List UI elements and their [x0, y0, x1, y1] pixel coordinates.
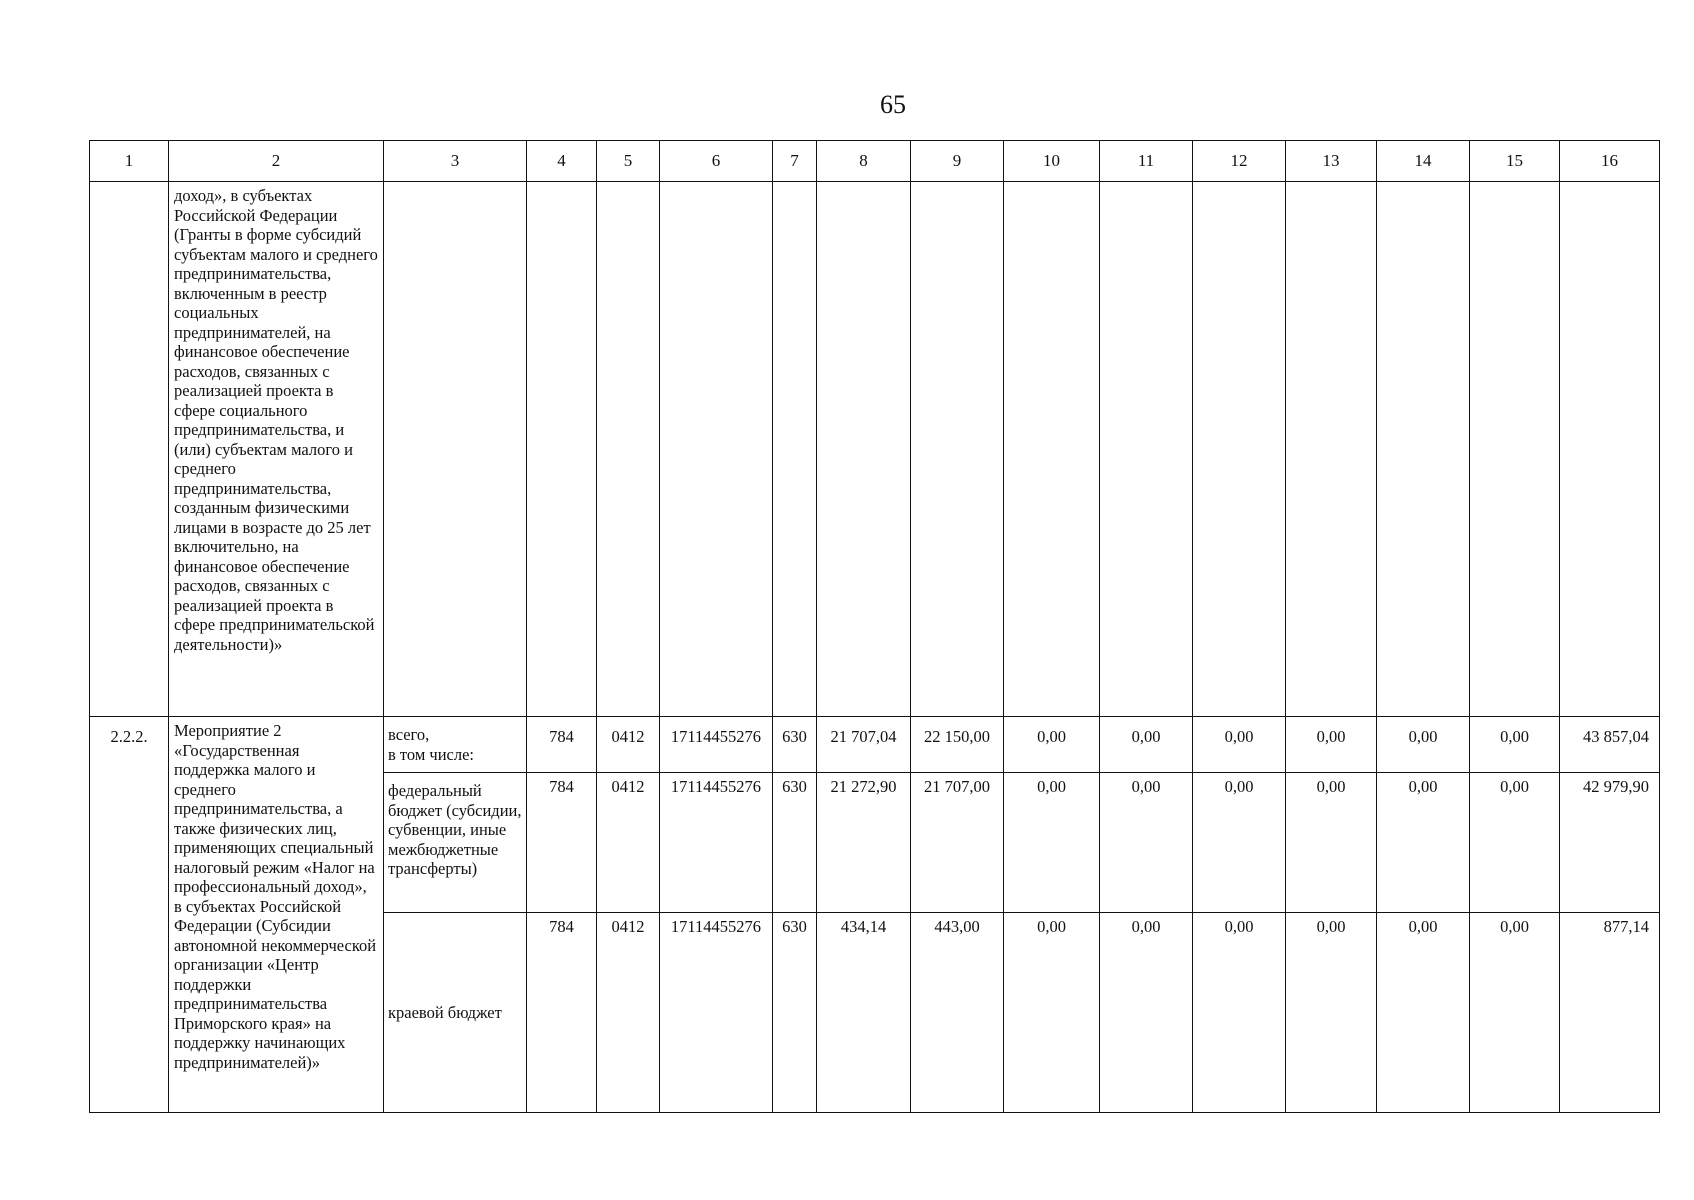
header-col-2: 2: [169, 141, 384, 182]
cell-c15: 0,00: [1470, 913, 1560, 1113]
cell-c12: 0,00: [1193, 717, 1286, 773]
header-col-8: 8: [817, 141, 911, 182]
header-col-3: 3: [384, 141, 527, 182]
continuation-description: доход», в субъектах Российской Федерации (Гранты в форме субсидий субъектам малого и среднего предпринимательства, включенным в реестр социальных предпринимателей, на финансовое обеспечение расходов, связанных с реализацией проекта в сфере социального предпринимательства, и (или) субъектам малого и среднего предпринимательства, созданным физическими лицами в возрасте до 25 лет включительно, на финансовое обеспечение расходов, связанных с реализацией проекта в сфере предпринимательской деятельности)»: [174, 186, 378, 654]
header-col-7: 7: [773, 141, 817, 182]
header-col-10: 10: [1004, 141, 1100, 182]
cell-c13: 0,00: [1286, 773, 1377, 913]
header-col-5: 5: [597, 141, 660, 182]
table-row-total: [90, 717, 1660, 773]
empty-cell: [911, 182, 1004, 717]
cell-c11: 0,00: [1100, 773, 1193, 913]
cell-c11: 0,00: [1100, 913, 1193, 1113]
cell-c4: 784: [527, 717, 597, 773]
empty-cell: [1286, 182, 1377, 717]
header-row: [90, 141, 1660, 182]
cell-c7: 630: [773, 717, 817, 773]
cell-c6: 17114455276: [660, 717, 773, 773]
cell-c11: 0,00: [1100, 717, 1193, 773]
cell-c4: 784: [527, 913, 597, 1113]
cell-c16: 43 857,04: [1560, 717, 1660, 773]
cell-c13: 0,00: [1286, 913, 1377, 1113]
cell-c9: 443,00: [911, 913, 1004, 1113]
empty-cell: [660, 182, 773, 717]
page-number: 65: [880, 90, 906, 119]
cell-c14: 0,00: [1377, 773, 1470, 913]
header-col-13: 13: [1286, 141, 1377, 182]
budget-table: [89, 140, 1660, 1113]
header-col-15: 15: [1470, 141, 1560, 182]
continuation-description-cell: [169, 182, 384, 717]
item-number-cell: [90, 717, 169, 1113]
source-cell: [384, 717, 527, 773]
empty-cell: [773, 182, 817, 717]
empty-cell: [1470, 182, 1560, 717]
cell-c10: 0,00: [1004, 913, 1100, 1113]
cell-c10: 0,00: [1004, 717, 1100, 773]
source-label: всего, в том числе:: [388, 725, 475, 764]
cell-c15: 0,00: [1470, 717, 1560, 773]
continuation-number-cell: [90, 182, 169, 717]
header-col-14: 14: [1377, 141, 1470, 182]
cell-c12: 0,00: [1193, 773, 1286, 913]
cell-c4: 784: [527, 773, 597, 913]
empty-cell: [1377, 182, 1470, 717]
empty-cell: [1560, 182, 1660, 717]
header-col-9: 9: [911, 141, 1004, 182]
empty-cell: [817, 182, 911, 717]
empty-cell: [1004, 182, 1100, 717]
cell-c6: 17114455276: [660, 773, 773, 913]
cell-c14: 0,00: [1377, 717, 1470, 773]
source-label: федеральный бюджет (субсидии, субвенции, иные межбюджетные трансферты): [388, 781, 522, 878]
source-cell: [384, 913, 527, 1113]
cell-c16: 42 979,90: [1560, 773, 1660, 913]
cell-c16: 877,14: [1560, 913, 1660, 1113]
cell-c8: 434,14: [817, 913, 911, 1113]
header-col-11: 11: [1100, 141, 1193, 182]
header-col-12: 12: [1193, 141, 1286, 182]
item-description-cell: [169, 717, 384, 1113]
cell-c14: 0,00: [1377, 913, 1470, 1113]
cell-c5: 0412: [597, 773, 660, 913]
item-number: 2.2.2.: [110, 727, 148, 746]
item-description: Мероприятие 2 «Государственная поддержка малого и среднего предпринимательства, а также физических лиц, применяющих специальный налоговый режим «Налог на профессиональный доход», в субъектах Российской Федерации (Субсидии автономной некоммерческой организации «Центр поддержки предпринимательства Приморского края» на поддержку начинающих предпринимателей)»: [174, 721, 377, 1072]
header-col-4: 4: [527, 141, 597, 182]
continuation-row: [90, 182, 1660, 717]
cell-c8: 21 707,04: [817, 717, 911, 773]
cell-c9: 22 150,00: [911, 717, 1004, 773]
cell-c7: 630: [773, 773, 817, 913]
source-label: краевой бюджет: [388, 1002, 502, 1022]
empty-cell: [527, 182, 597, 717]
source-cell: [384, 773, 527, 913]
empty-cell: [1100, 182, 1193, 717]
cell-c9: 21 707,00: [911, 773, 1004, 913]
cell-c12: 0,00: [1193, 913, 1286, 1113]
cell-c10: 0,00: [1004, 773, 1100, 913]
cell-c8: 21 272,90: [817, 773, 911, 913]
cell-c15: 0,00: [1470, 773, 1560, 913]
header-col-16: 16: [1560, 141, 1660, 182]
cell-c6: 17114455276: [660, 913, 773, 1113]
empty-cell: [384, 182, 527, 717]
cell-c5: 0412: [597, 717, 660, 773]
header-col-1: 1: [90, 141, 169, 182]
cell-c13: 0,00: [1286, 717, 1377, 773]
empty-cell: [597, 182, 660, 717]
cell-c5: 0412: [597, 913, 660, 1113]
empty-cell: [1193, 182, 1286, 717]
cell-c7: 630: [773, 913, 817, 1113]
header-col-6: 6: [660, 141, 773, 182]
